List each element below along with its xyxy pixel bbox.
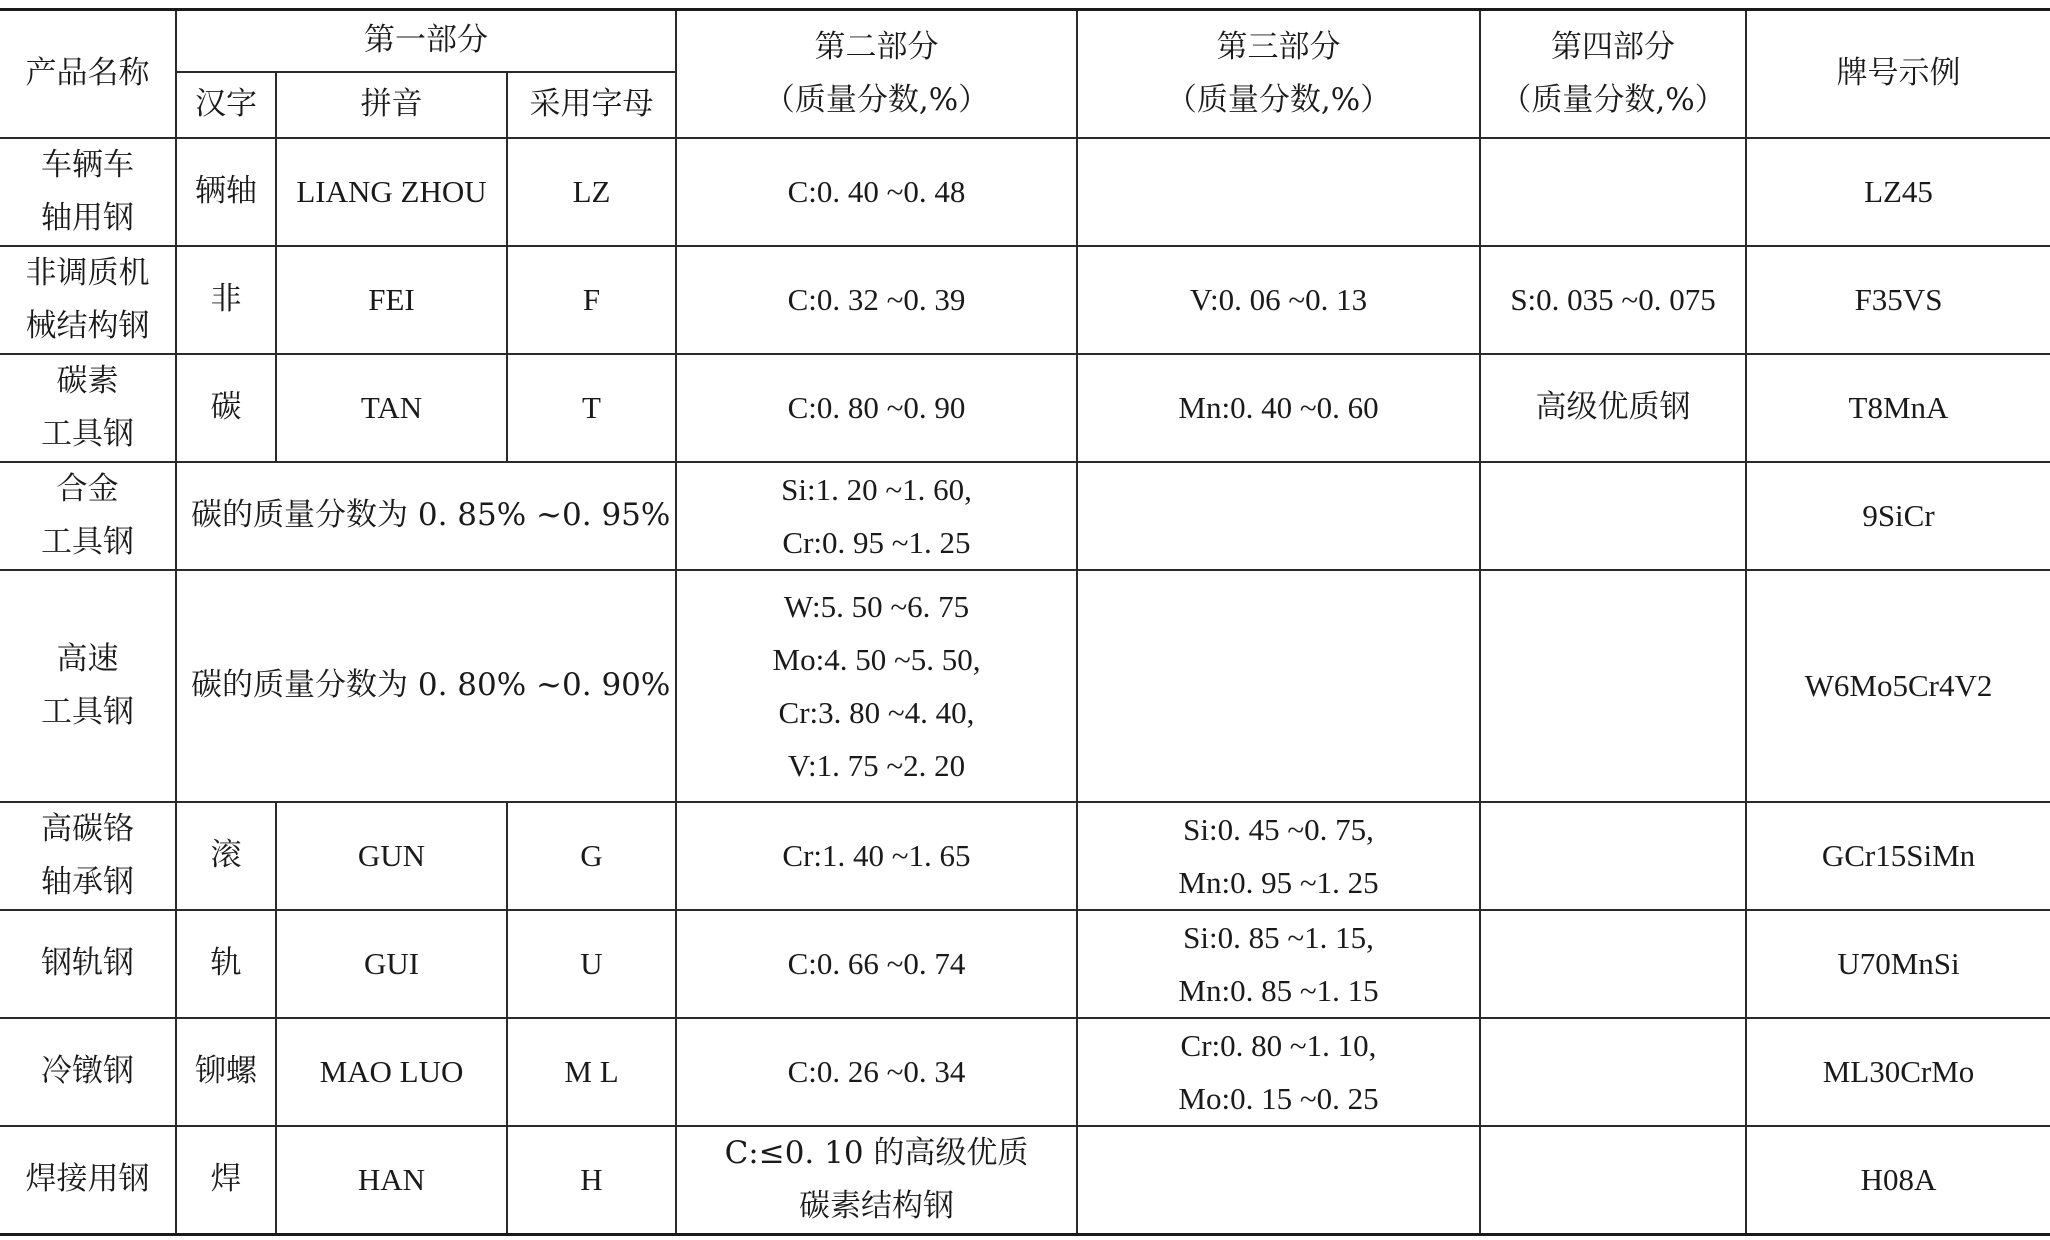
part2-line: Cr:0. 95 ~1. 25 bbox=[782, 524, 971, 560]
part2-line: W:5. 50 ~6. 75 bbox=[783, 588, 970, 624]
part4-cell bbox=[1480, 570, 1746, 802]
letter-cell: T bbox=[507, 354, 676, 462]
part2-line: Mo:4. 50 ~5. 50, bbox=[772, 641, 981, 677]
header-part2-sub: （质量分数,%） bbox=[763, 81, 990, 118]
part2-line: Cr:3. 80 ~4. 40, bbox=[778, 694, 975, 730]
header-product-name: 产品名称 bbox=[0, 10, 176, 138]
pinyin-cell: HAN bbox=[276, 1126, 507, 1235]
part2-line: V:1. 75 ~2. 20 bbox=[787, 747, 966, 783]
letter-cell: H bbox=[507, 1126, 676, 1235]
example-cell: F35VS bbox=[1746, 246, 2050, 354]
part3-line: Mo:0. 15 ~0. 25 bbox=[1178, 1080, 1379, 1116]
part4-cell bbox=[1480, 138, 1746, 246]
part4-cell: S:0. 035 ~0. 075 bbox=[1480, 246, 1746, 354]
example-cell: H08A bbox=[1746, 1126, 2050, 1235]
hanzi-cell: 辆轴 bbox=[176, 138, 276, 246]
product-name-line: 合金 bbox=[56, 470, 119, 507]
table-row bbox=[0, 354, 2050, 462]
pinyin-cell: FEI bbox=[276, 246, 507, 354]
example-cell: LZ45 bbox=[1746, 138, 2050, 246]
pinyin-cell: GUN bbox=[276, 802, 507, 910]
part3-line: Mn:0. 85 ~1. 15 bbox=[1178, 972, 1379, 1008]
pinyin-cell: TAN bbox=[276, 354, 507, 462]
header-pinyin: 拼音 bbox=[276, 72, 507, 138]
product-name-cell: 焊接用钢 bbox=[0, 1126, 176, 1235]
product-name-cell bbox=[0, 138, 176, 246]
table-row bbox=[0, 802, 2050, 910]
part4-cell bbox=[1480, 910, 1746, 1018]
part2-cell bbox=[676, 462, 1077, 570]
part3-line: Cr:0. 80 ~1. 10, bbox=[1180, 1027, 1377, 1063]
product-name-line: 高碳铬 bbox=[41, 810, 134, 847]
example-cell: 9SiCr bbox=[1746, 462, 2050, 570]
part3-cell bbox=[1077, 1126, 1480, 1235]
part2-cell: C:0. 80 ~0. 90 bbox=[676, 354, 1077, 462]
product-name-line: 械结构钢 bbox=[25, 307, 150, 344]
part4-cell: 高级优质钢 bbox=[1480, 354, 1746, 462]
part3-cell bbox=[1077, 1018, 1480, 1126]
pinyin-cell: LIANG ZHOU bbox=[276, 138, 507, 246]
header-row-1 bbox=[0, 10, 2050, 72]
part4-cell bbox=[1480, 1018, 1746, 1126]
product-name-cell: 冷镦钢 bbox=[0, 1018, 176, 1126]
product-name-line: 工具钢 bbox=[41, 693, 134, 730]
part4-cell bbox=[1480, 1126, 1746, 1235]
part2-line: C:≤0. 10 的高级优质 bbox=[724, 1134, 1029, 1171]
example-cell: GCr15SiMn bbox=[1746, 802, 2050, 910]
part2-cell: C:0. 40 ~0. 48 bbox=[676, 138, 1077, 246]
letter-cell: M L bbox=[507, 1018, 676, 1126]
table-row bbox=[0, 910, 2050, 1018]
example-cell: T8MnA bbox=[1746, 354, 2050, 462]
product-name-line: 轴用钢 bbox=[41, 199, 134, 236]
table-row bbox=[0, 462, 2050, 570]
part2-line: Si:1. 20 ~1. 60, bbox=[781, 471, 972, 507]
pinyin-cell: MAO LUO bbox=[276, 1018, 507, 1126]
part2-cell bbox=[676, 570, 1077, 802]
hanzi-cell: 滚 bbox=[176, 802, 276, 910]
letter-cell: LZ bbox=[507, 138, 676, 246]
steel-grade-table bbox=[0, 8, 2050, 1236]
part3-cell bbox=[1077, 462, 1480, 570]
part2-cell: Cr:1. 40 ~1. 65 bbox=[676, 802, 1077, 910]
product-name-line: 高速 bbox=[56, 640, 119, 677]
part4-cell bbox=[1480, 802, 1746, 910]
table-row bbox=[0, 570, 2050, 802]
table-row bbox=[0, 1126, 2050, 1235]
part3-line: Mn:0. 95 ~1. 25 bbox=[1178, 864, 1379, 900]
header-part4-title: 第四部分 bbox=[1551, 28, 1675, 65]
table-row bbox=[0, 1018, 2050, 1126]
product-name-line: 工具钢 bbox=[41, 523, 134, 560]
header-hanzi: 汉字 bbox=[176, 72, 276, 138]
product-name-line: 轴承钢 bbox=[41, 863, 134, 900]
part3-cell: V:0. 06 ~0. 13 bbox=[1077, 246, 1480, 354]
product-name-cell bbox=[0, 462, 176, 570]
product-name-cell bbox=[0, 246, 176, 354]
merged-part1-cell: 碳的质量分数为 0. 85% ~0. 95% bbox=[176, 462, 676, 570]
hanzi-cell: 碳 bbox=[176, 354, 276, 462]
hanzi-cell: 铆螺 bbox=[176, 1018, 276, 1126]
header-part1: 第一部分 bbox=[176, 10, 676, 72]
part3-cell bbox=[1077, 138, 1480, 246]
table-row bbox=[0, 246, 2050, 354]
header-letter: 采用字母 bbox=[507, 72, 676, 138]
product-name-line: 工具钢 bbox=[41, 415, 134, 452]
hanzi-cell: 焊 bbox=[176, 1126, 276, 1235]
header-part3-sub: （质量分数,%） bbox=[1165, 81, 1392, 118]
header-example: 牌号示例 bbox=[1746, 10, 2050, 138]
header-part4-sub: （质量分数,%） bbox=[1500, 81, 1726, 118]
header-part3 bbox=[1077, 10, 1480, 138]
hanzi-cell: 轨 bbox=[176, 910, 276, 1018]
part4-cell bbox=[1480, 462, 1746, 570]
part2-cell: C:0. 26 ~0. 34 bbox=[676, 1018, 1077, 1126]
part2-cell bbox=[676, 1126, 1077, 1235]
header-part3-title: 第三部分 bbox=[1216, 28, 1341, 65]
product-name-line: 非调质机 bbox=[25, 254, 150, 291]
part3-cell: Mn:0. 40 ~0. 60 bbox=[1077, 354, 1480, 462]
part3-line: Si:0. 45 ~0. 75, bbox=[1183, 811, 1374, 847]
hanzi-cell: 非 bbox=[176, 246, 276, 354]
example-cell: ML30CrMo bbox=[1746, 1018, 2050, 1126]
letter-cell: F bbox=[507, 246, 676, 354]
product-name-cell bbox=[0, 802, 176, 910]
part2-line: 碳素结构钢 bbox=[799, 1187, 954, 1224]
part2-cell: C:0. 66 ~0. 74 bbox=[676, 910, 1077, 1018]
header-part2-title: 第二部分 bbox=[814, 28, 939, 65]
part3-cell bbox=[1077, 910, 1480, 1018]
product-name-cell bbox=[0, 570, 176, 802]
header-part2 bbox=[676, 10, 1077, 138]
part3-cell bbox=[1077, 570, 1480, 802]
product-name-cell: 钢轨钢 bbox=[0, 910, 176, 1018]
table-row bbox=[0, 138, 2050, 246]
product-name-cell bbox=[0, 354, 176, 462]
example-cell: U70MnSi bbox=[1746, 910, 2050, 1018]
example-cell: W6Mo5Cr4V2 bbox=[1746, 570, 2050, 802]
pinyin-cell: GUI bbox=[276, 910, 507, 1018]
product-name-line: 车辆车 bbox=[41, 146, 134, 183]
letter-cell: G bbox=[507, 802, 676, 910]
merged-part1-cell: 碳的质量分数为 0. 80% ~0. 90% bbox=[176, 570, 676, 802]
product-name-line: 碳素 bbox=[56, 362, 119, 399]
part3-line: Si:0. 85 ~1. 15, bbox=[1183, 919, 1374, 955]
letter-cell: U bbox=[507, 910, 676, 1018]
part2-cell: C:0. 32 ~0. 39 bbox=[676, 246, 1077, 354]
header-part4 bbox=[1480, 10, 1746, 138]
part3-cell bbox=[1077, 802, 1480, 910]
